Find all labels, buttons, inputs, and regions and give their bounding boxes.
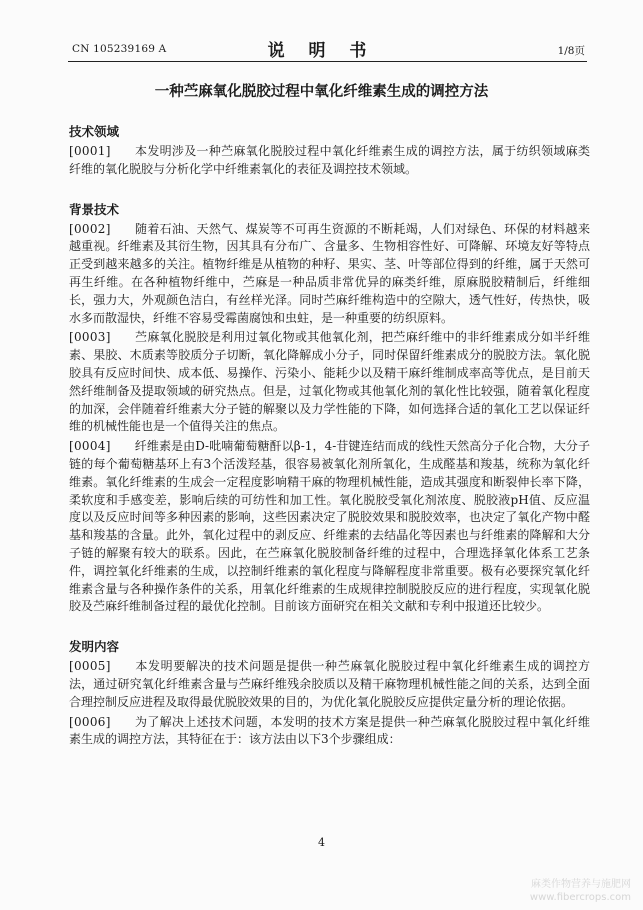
paragraph-text: 为了解决上述技术问题，本发明的技术方案是提供一种苎麻氧化脱胶过程中氧化纤维素生成的调控方法，其特征在于：该方法由以下3个步骤组成： <box>69 714 590 747</box>
page-number: 4 <box>318 836 325 849</box>
header-divider <box>68 61 587 62</box>
page-indicator: 1/8页 <box>557 45 585 57</box>
paragraph-number: [0001] <box>69 144 111 158</box>
section-heading: 技术领域 <box>69 124 120 139</box>
site-watermark <box>530 878 631 904</box>
paragraph-text: 苎麻氧化脱胶是利用过氧化物或其他氧化剂，把苎麻纤维中的非纤维素成分如半纤维素、果胶、木质素等胶质分子切断，氧化降解成小分子，同时保留纤维素成分的脱胶方法。氧化脱胶具有反应时间快、成本低、易操作、污染小、能耗少以及精干麻纤维制成率高等优点，是目前天然纤维制备及提取领域的研究热点。但是，过氧化物或其他氧化剂的氧化性比较强，随着氧化程度的加深，会伴随着纤维素大分子链的解聚以及力学性能的下降，如何选择合适的氧化工艺以保证纤维的机械性能也是一个值得关注的焦点。 <box>69 330 590 434</box>
paragraph-text: 本发明涉及一种苎麻氧化脱胶过程中氧化纤维素生成的调控方法，属于纺织领域麻类纤维的氧化脱胶与分析化学中纤维素氧化的表征及调控技术领域。 <box>69 144 590 176</box>
paragraph-number: [0004] <box>69 439 111 454</box>
paragraph <box>69 143 590 179</box>
document-body <box>69 121 590 751</box>
paragraph <box>69 658 590 711</box>
paragraph-text: 纤维素是由D-吡喃葡萄糖酐以β-1，4-苷键连结而成的线性天然高分子化合物，大分子链的每个葡萄糖基环上有3个活泼羟基，很容易被氧化剂所氧化，生成醛基和羧基，统称为氧化纤维素。氧化纤维素的生成会一定程度影响精干麻的物理机械性能，造成其强度和断裂伸长率下降，柔软度和手感变差，影响后续的可纺性和加工性。氧化脱胶受氧化剂浓度、脱胶液pH值、反应温度以及反应时间等多种因素的影响，这些因素决定了脱胶效果和脱胶效率，也决定了氧化产物中醛基和羧基的含量。此外，氧化过程中的剥反应、纤维素的去结晶化等因素也与纤维素的降解和大分子链的解聚有较大的联系。因此，在苎麻氧化脱胶制备纤维的过程中，合理选择氧化体系工艺条件，调控氧化纤维素的生成，以控制纤维素的氧化程度与降解程度非常重要。极有必要探究氧化纤维素含量与各种操作条件的关系，用氧化纤维素的生成规律控制脱胶反应的进行程度，实现氧化脱胶及苎麻纤维制备过程的最优化控制。目前该方面研究在相关文献和专利中报道还比较少。 <box>69 439 590 614</box>
paragraph <box>69 329 590 436</box>
paragraph-number: [0003] <box>69 330 111 345</box>
paragraph-text: 随着石油、天然气、煤炭等不可再生资源的不断耗竭，人们对绿色、环保的材料越来越重视。纤维素及其衍生物，因其具有分布广、含量多、生物相容性好、可降解、环境友好等特点正受到越来越多的关注。植物纤维是从植物的种籽、果实、茎、叶等部位得到的纤维，属于天然可再生纤维。在各种植物纤维中，苎麻是一种品质非常优异的麻类纤维，原麻脱胶精制后，纤维细长，强力大，外观颜色洁白，有丝样光泽。同时苎麻纤维构造中的空隙大，透气性好，传热快，吸水多而散湿快，纤维不容易受霉菌腐蚀和虫蛀，是一种重要的纺织原料。 <box>69 221 590 325</box>
patent-number: CN 105239169 A <box>72 43 167 55</box>
section-heading: 发明内容 <box>69 639 120 655</box>
section-heading: 背景技术 <box>69 201 120 217</box>
paragraph <box>69 714 590 750</box>
paragraph-number: [0005] <box>69 659 111 674</box>
paragraph <box>69 438 590 616</box>
watermark-url: www.fibercrops.com <box>529 892 631 903</box>
watermark-title: 麻类作物营养与施肥网 <box>531 879 631 890</box>
document-type: 说 明 书 <box>267 41 376 61</box>
paragraph-number: [0002] <box>69 221 111 236</box>
paragraph-number: [0006] <box>69 714 111 729</box>
paragraph <box>69 221 590 328</box>
paragraph-text: 本发明要解决的技术问题是提供一种苎麻氧化脱胶过程中氧化纤维素生成的调控方法，通过研究氧化纤维素含量与苎麻纤维残余胶质以及精干麻物理机械性能之间的关系，达到全面合理控制反应进程及取得最优脱胶效果的目的，为优化氧化脱胶反应提供定量分析的理论依据。 <box>69 659 590 709</box>
document-title: 一种苎麻氧化脱胶过程中氧化纤维素生成的调控方法 <box>154 83 489 100</box>
